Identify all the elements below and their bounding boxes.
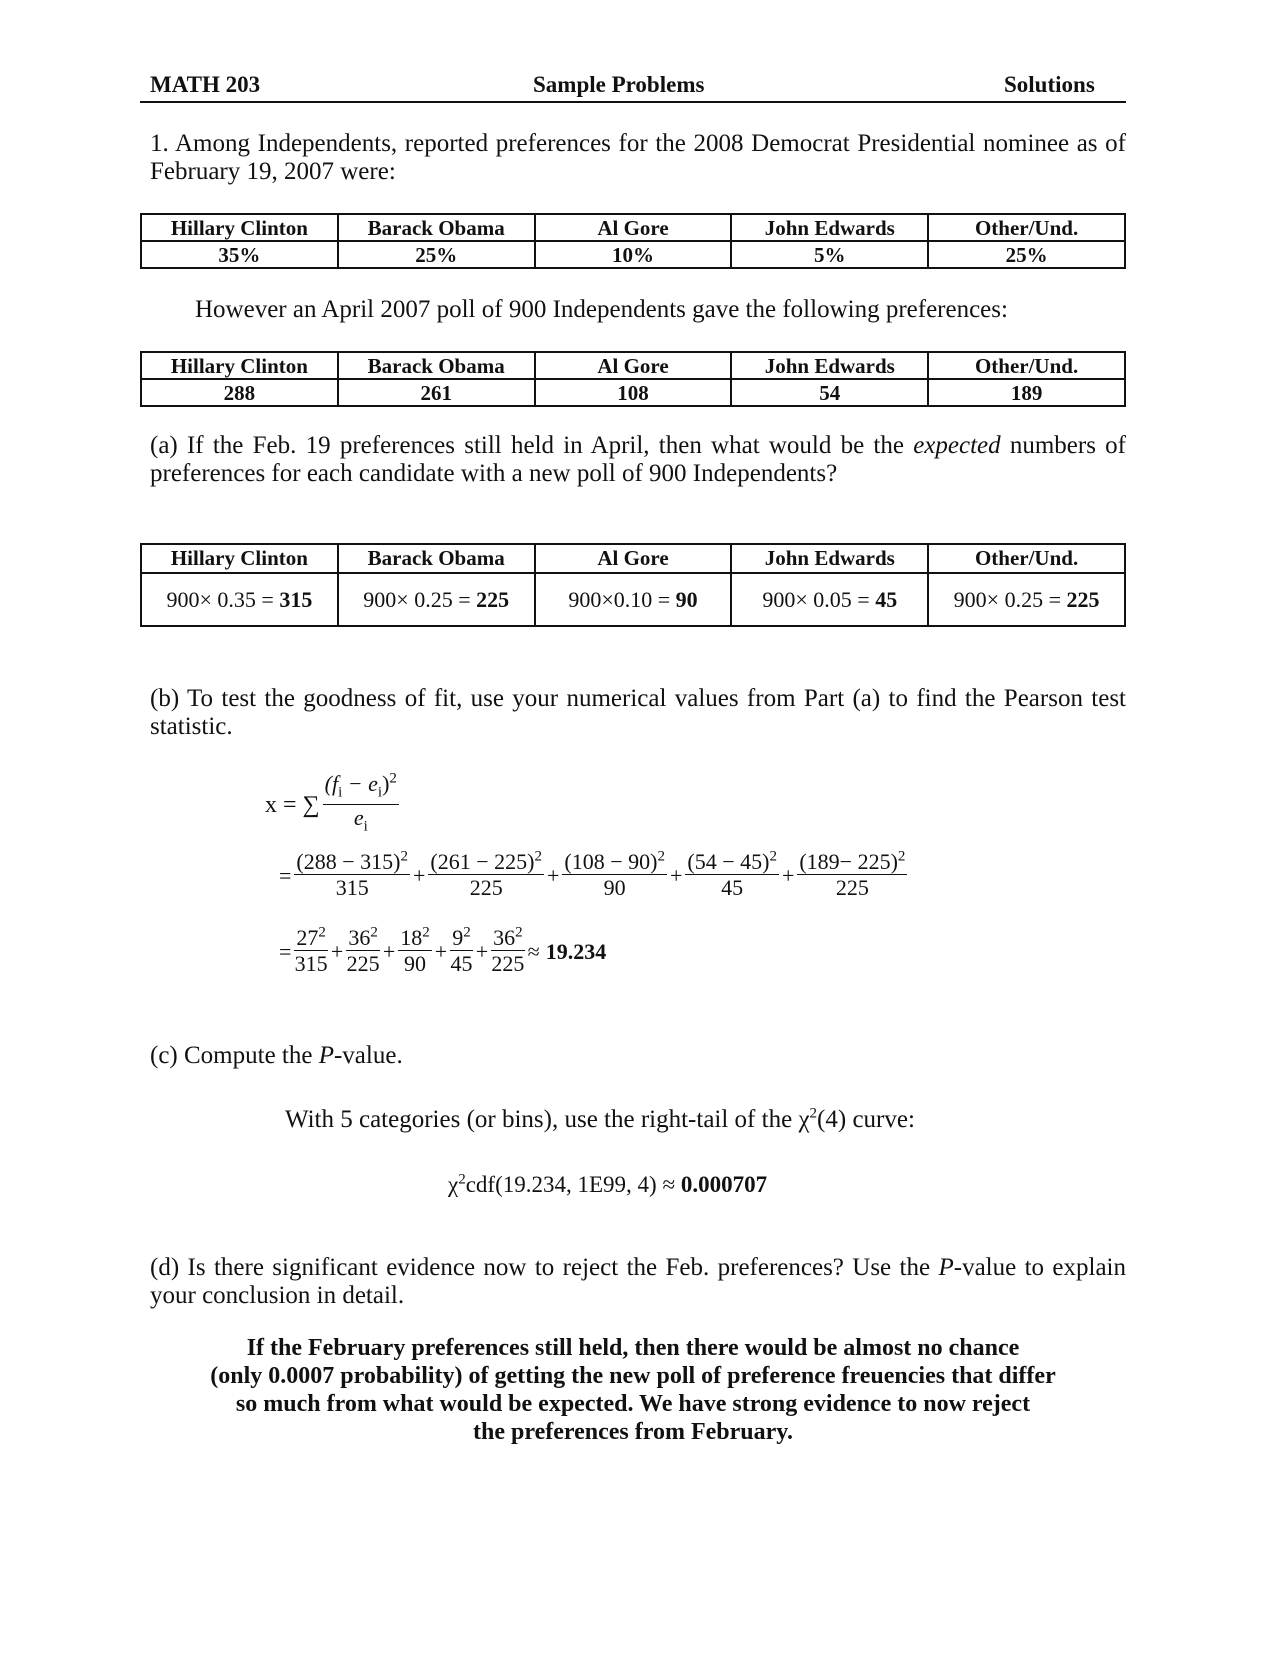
calc-result: 225 <box>476 586 510 612</box>
header-cell: Barack Obama <box>338 214 535 241</box>
term-num: (261 − 225) <box>430 849 535 874</box>
text-run: (4) curve: <box>817 1106 915 1133</box>
term-den: 225 <box>469 875 503 900</box>
conclusion-line: (only 0.0007 probability) of getting the new poll of preference freuencies that differ <box>210 1363 1056 1389</box>
text-run: (c) Compute the <box>150 1042 319 1069</box>
term-den: 90 <box>603 875 626 900</box>
value-cell: 25% <box>338 241 535 268</box>
value-cell: 35% <box>141 241 338 268</box>
chi-symbol: χ <box>798 1106 810 1133</box>
part-c-question <box>150 1042 1126 1070</box>
calc-result: 315 <box>279 586 313 612</box>
calc-expr: 900× 0.35 = <box>166 586 280 612</box>
chi-symbol: χ <box>448 1172 459 1197</box>
exponent: 2 <box>389 770 397 787</box>
term-num: 27 <box>296 925 319 950</box>
test-statistic: 19.234 <box>545 938 607 964</box>
problem-intro: 1. Among Independents, reported preferences for the 2008 Democrat Presidential nominee as of February 19, 2007 were: <box>150 130 1126 185</box>
p-symbol: P <box>938 1254 954 1281</box>
cdf-expression: cdf(19.234, 1E99, 4) ≈ <box>465 1172 681 1197</box>
part-d-question <box>150 1254 1126 1310</box>
header-cell: Al Gore <box>535 544 732 573</box>
course-code: MATH 203 <box>150 72 261 97</box>
calc-expr: 900× 0.25 = <box>953 586 1067 612</box>
formula-fraction <box>323 772 399 840</box>
formula-lhs: x = ∑ <box>265 792 320 819</box>
header-cell: John Edwards <box>731 214 928 241</box>
chi-cdf-line <box>448 1172 767 1198</box>
formula-num-end: ) <box>382 771 390 796</box>
plus-sign: + <box>669 862 683 888</box>
calc-cell <box>535 573 732 626</box>
plus-sign: + <box>434 938 448 964</box>
term-fraction <box>797 850 907 901</box>
exponent: 2 <box>422 924 430 941</box>
calc-result: 225 <box>1066 586 1100 612</box>
term-num: 36 <box>493 925 516 950</box>
calc-cell <box>731 573 928 626</box>
approx-sign: ≈ <box>527 938 540 964</box>
formula-num: (f <box>324 771 339 796</box>
value-cell: 261 <box>338 379 535 406</box>
term-num: (189− 225) <box>799 849 898 874</box>
exponent: 2 <box>769 848 777 865</box>
term-den: 225 <box>491 951 525 976</box>
exponent: 2 <box>400 848 408 865</box>
header-cell: Other/Und. <box>928 214 1125 241</box>
plus-sign: + <box>546 862 560 888</box>
calc-result: 90 <box>675 586 698 612</box>
calc-expr: 900×0.10 = <box>568 586 676 612</box>
april-poll-text: However an April 2007 poll of 900 Independents gave the following preferences: <box>195 296 1008 323</box>
term-fraction <box>685 850 779 901</box>
calc-result: 45 <box>875 586 898 612</box>
formula-den: e <box>353 805 364 831</box>
header-cell: Hillary Clinton <box>141 544 338 573</box>
term-fraction <box>450 926 473 977</box>
header-cell: Al Gore <box>535 352 732 379</box>
exponent: 2 <box>809 1105 818 1122</box>
p-symbol: P <box>318 1042 334 1069</box>
emphasis-text: expected <box>913 432 1001 459</box>
formula-sub: i <box>377 784 383 801</box>
header-cell: Other/Und. <box>928 544 1125 573</box>
exponent: 2 <box>897 848 906 865</box>
header-cell: Other/Und. <box>928 352 1125 379</box>
plus-sign: + <box>475 938 489 964</box>
term-num: (288 − 315) <box>296 849 401 874</box>
exponent: 2 <box>534 848 542 865</box>
part-a-question <box>150 432 1126 488</box>
formula-sub: i <box>363 818 368 835</box>
formula-num-mid: − e <box>342 771 378 796</box>
header-cell: John Edwards <box>731 352 928 379</box>
term-fraction <box>294 926 328 977</box>
plus-sign: + <box>330 938 344 964</box>
header-cell: Barack Obama <box>338 544 535 573</box>
term-den: 315 <box>335 875 369 900</box>
text-run: -value. <box>333 1042 403 1069</box>
conclusion-line: the preferences from February. <box>473 1419 793 1445</box>
exponent: 2 <box>463 924 471 941</box>
plus-sign: + <box>412 862 426 888</box>
header-cell: Hillary Clinton <box>141 352 338 379</box>
term-fraction <box>428 850 544 901</box>
term-den: 45 <box>721 875 744 900</box>
value-cell: 5% <box>731 241 928 268</box>
term-den: 315 <box>294 951 328 976</box>
term-fraction <box>398 926 432 977</box>
calc-cell <box>141 573 338 626</box>
header-cell: Al Gore <box>535 214 732 241</box>
exponent: 2 <box>515 924 523 941</box>
term-den: 90 <box>404 951 427 976</box>
value-cell: 10% <box>535 241 732 268</box>
term-fraction <box>294 850 410 901</box>
squares-line <box>276 926 609 977</box>
chi-square-instruction <box>285 1106 1125 1134</box>
calc-expr: 900× 0.25 = <box>363 586 477 612</box>
exponent: 2 <box>458 1171 466 1188</box>
formula-sub: i <box>338 784 343 801</box>
header-cell: Barack Obama <box>338 352 535 379</box>
solutions-label: Solutions <box>1004 72 1095 97</box>
exponent: 2 <box>370 924 378 941</box>
equals-sign: = <box>279 938 292 964</box>
term-num: 36 <box>348 925 371 950</box>
term-num: (108 − 90) <box>564 849 658 874</box>
value-cell: 189 <box>928 379 1125 406</box>
term-den: 225 <box>346 951 380 976</box>
text-run: numbers of preferences for each candidate with a new poll of 900 Independents? <box>150 432 1126 487</box>
value-cell: 288 <box>141 379 338 406</box>
page-title: Sample Problems <box>533 72 705 97</box>
term-fraction <box>491 926 525 977</box>
header-cell: Hillary Clinton <box>141 214 338 241</box>
term-den: 225 <box>835 875 869 900</box>
term-num: 9 <box>452 925 464 950</box>
calc-expr: 900× 0.05 = <box>762 586 876 612</box>
text-run: (d) Is there significant evidence now to reject the Feb. preferences? Use the <box>150 1254 939 1281</box>
text-run: With 5 categories (or bins), use the right-tail of the <box>285 1106 799 1133</box>
substitution-line <box>276 850 907 901</box>
term-fraction <box>346 926 380 977</box>
expected-counts-table <box>140 543 1126 627</box>
feb-preferences-table <box>140 213 1126 269</box>
conclusion <box>140 1334 1126 1446</box>
text-run: (a) If the Feb. 19 preferences still held in April, then what would be the <box>150 432 914 459</box>
value-cell: 25% <box>928 241 1125 268</box>
plus-sign: + <box>382 938 396 964</box>
pearson-formula <box>262 772 399 840</box>
calc-cell <box>338 573 535 626</box>
value-cell: 108 <box>535 379 732 406</box>
p-value: 0.000707 <box>680 1172 768 1197</box>
exponent: 2 <box>657 848 665 865</box>
exponent: 2 <box>318 924 326 941</box>
term-fraction <box>562 850 667 901</box>
text-run: -value to explain your conclusion in detail. <box>150 1254 1127 1309</box>
equals-sign: = <box>279 862 292 888</box>
plus-sign: + <box>781 862 795 888</box>
calc-cell <box>928 573 1125 626</box>
value-cell: 54 <box>731 379 928 406</box>
header-rule <box>140 101 1126 103</box>
term-den: 45 <box>450 951 473 976</box>
april-counts-table <box>140 351 1126 407</box>
term-num: (54 − 45) <box>687 849 770 874</box>
part-b-question: (b) To test the goodness of fit, use your numerical values from Part (a) to find the Pearson test statistic. <box>150 685 1126 740</box>
conclusion-line: so much from what would be expected. We have strong evidence to now reject <box>235 1391 1031 1417</box>
header-cell: John Edwards <box>731 544 928 573</box>
conclusion-line: If the February preferences still held, then there would be almost no chance <box>246 1335 1020 1361</box>
term-num: 18 <box>400 925 423 950</box>
